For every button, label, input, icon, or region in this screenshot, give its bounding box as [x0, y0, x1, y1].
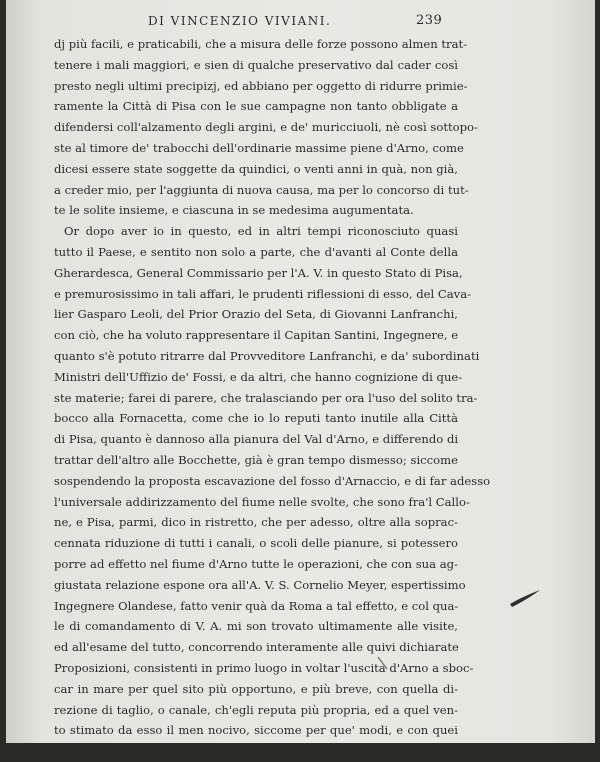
paragraph-start-line: Or dopo aver io in questo, ed in altri tempi riconosciuto quasi	[64, 224, 458, 239]
text-line: difendersi coll'alzamento degli argini, e de' muricciuoli, nè così sottopo-	[54, 120, 478, 135]
text-line: con ciò, che ha voluto rappresentare il Capitan Santini, Ingegnere, e	[54, 328, 459, 343]
text-line: ne, e Pisa, parmi, dico in ristretto, che per adesso, oltre alla soprac-	[54, 515, 458, 530]
text-line: giustata relazione espone ora all'A. V. S. Cornelio Meyer, espertissimo	[54, 577, 466, 592]
text-line: lier Gasparo Leoli, del Prior Orazio del Seta, di Giovanni Lanfranchi,	[54, 307, 458, 322]
text-line: Gherardesca, General Commissario per l'A. V. in questo Stato di Pisa,	[54, 265, 463, 280]
text-line: dicesi essere state soggette da quindici, o venti anni in quà, non già,	[54, 161, 458, 176]
text-line: ed all'esame del tutto, concorrendo interamente alle quivi dichiarate	[54, 640, 459, 655]
text-line: tutto il Paese, e sentito non solo a parte, che d'avanti al Conte della	[54, 244, 458, 259]
book-page	[6, 0, 595, 759]
text-line: a creder mio, per l'aggiunta di nuova causa, ma per lo concorso di tut-	[54, 182, 469, 197]
text-line: l'universale addirizzamento del fiume nelle svolte, che sono fra'l Callo-	[54, 494, 470, 509]
text-line: te le solite insieme, e ciascuna in se medesima augumentata.	[54, 203, 414, 218]
text-line: e premurosissimo in tali affari, le prudenti riflessioni di esso, del Cava-	[54, 286, 472, 301]
text-line: Ingegnere Olandese, fatto venir quà da Roma a tal effetto, e col qua-	[54, 598, 459, 613]
text-line: tenere i mali maggiori, e sien di qualche preservativo dal cader così	[54, 57, 458, 72]
text-line: cennata riduzione di tutti i canali, o scoli delle pianure, si potessero	[54, 536, 458, 551]
text-line: ramente la Città di Pisa con le sue campagne non tanto obbligate a	[54, 99, 458, 114]
paper-mark	[375, 654, 395, 674]
text-line: to stimato da esso il men nocivo, siccome per que' modi, e con quei	[54, 723, 458, 738]
catchword: ripari	[425, 744, 458, 759]
ink-smudge-mark	[506, 586, 546, 610]
text-line: quanto s'è potuto ritrarre dal Provveditore Lanfranchi, e da' subordinati	[54, 348, 480, 363]
text-line: porre ad effetto nel fiume d'Arno tutte le operazioni, che con sua ag-	[54, 556, 458, 571]
text-line: car in mare per quel sito più opportuno, e più breve, con quella di-	[54, 681, 458, 696]
running-title: DI VINCENZIO VIVIANI.	[148, 14, 332, 28]
text-line: trattar dell'altro alle Bocchette, già è gran tempo dismesso; siccome	[54, 452, 458, 467]
text-line: dj più facili, e praticabili, che a misura delle forze possono almen trat-	[54, 37, 468, 51]
page-number: 239	[416, 13, 443, 28]
text-line: presto negli ultimi precipizj, ed abbiano per oggetto di ridurre primie-	[54, 78, 468, 93]
text-line: Ministri dell'Uffizio de' Fossi, e da altri, che hanno cognizione di que-	[54, 369, 463, 384]
text-line: di Pisa, quanto è dannoso alla pianura del Val d'Arno, e differendo di	[54, 432, 459, 447]
text-line: ste materie; farei di parere, che tralasciando per ora l'uso del solito tra-	[54, 390, 478, 405]
text-line: bocco alla Fornacetta, come che io lo reputi tanto inutile alla Città	[54, 411, 458, 426]
text-line: rezione di taglio, o canale, ch'egli reputa più propria, ed a quel ven-	[54, 702, 458, 717]
text-line: Proposizioni, consistenti in primo luogo in voltar l'uscita d'Arno a sboc-	[54, 660, 474, 675]
text-line: sospendendo la proposta escavazione del fosso d'Arnaccio, e di far adesso	[54, 473, 491, 488]
text-line: le di comandamento di V. A. mi son trovato ultimamente alle visite,	[54, 619, 458, 634]
text-line: ste al timore de' trabocchi dell'ordinarie massime piene d'Arno, come	[54, 140, 464, 155]
body-text	[54, 34, 491, 762]
page-header	[6, 10, 595, 32]
